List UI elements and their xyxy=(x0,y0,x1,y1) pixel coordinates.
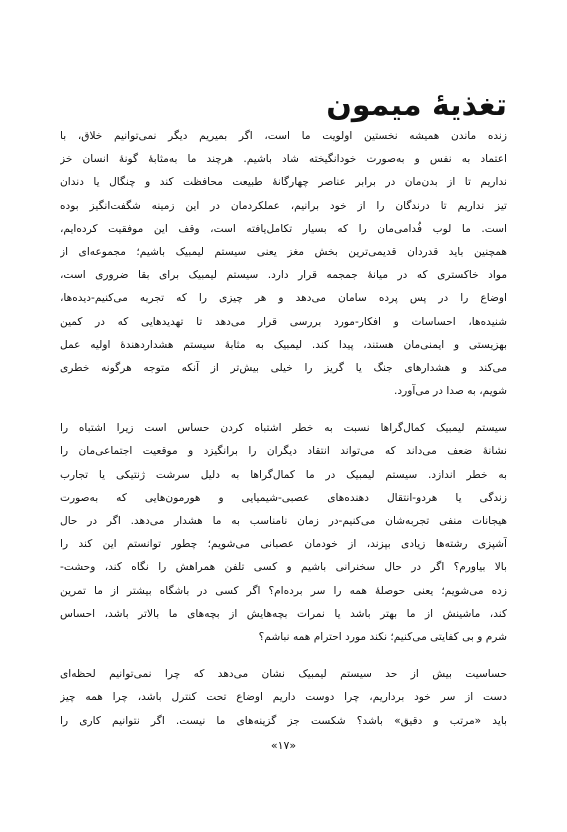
text-line: شرم و بی کفایتی می‌کنیم؛ نکند مورد احترام همه نباشم؟ xyxy=(258,630,507,643)
text-line: زنده ماندن همیشه نخستین اولویت ما است، اگر بمیریم دیگر نمی‌توانیم خلاق، با xyxy=(60,130,507,142)
text-line: می‌کند و هشدارهای جنگ یا گریز را خیلی بیش‌تر از آنکه متوجه هرگونه خطری xyxy=(60,361,507,374)
text-line: دست از سر خود برداریم، چرا دوست داریم اوضاع تحت کنترل باشد، چرا همه چیز xyxy=(60,691,507,704)
text-line: همچنین باید قدردان قدیمی‌ترین بخش مغز یعنی سیستم لیمبیک باشیم؛ مجموعه‌ای از xyxy=(60,245,507,258)
text-line: مواد خاکستری که در میانهٔ جمجمه قرار دارد. سیستم لیمبیک برای بقا ضروری است، xyxy=(60,269,507,282)
text-line: شنیده‌ها، احساسات و افکار-مورد بررسی قرار می‌دهد تا تهدیدهایی که در کمین xyxy=(60,315,507,328)
paragraph-2 xyxy=(60,417,507,649)
text-line: بالا بیاورم؟ اگر در حال سخنرانی باشیم و کسی تلفن همراهش را نگاه کند، وحشت- xyxy=(60,561,507,574)
text-line: باید «مرتب و دقیق» باشد؟ شکست جز گزینه‌های ما نیست. اگر نتوانیم کاری را xyxy=(60,714,507,727)
text-line: زده می‌شویم؛ یعنی حوصلهٔ همه را سر برده‌ام؟ اگر کسی در باشگاه بیشتر از ما تمرین xyxy=(60,584,507,597)
text-line: حساسیت بیش از حد سیستم لیمبیک نشان می‌دهد که چرا نمی‌توانیم لحظه‌ای xyxy=(60,668,507,681)
text-line: اوضاع را در پس پرده سامان می‌دهد و هر چیزی را که تجربه می‌کنیم-دیده‌ها، xyxy=(60,292,507,305)
text-line: کند، ماشینش از ما بهتر باشد یا نمرات بچه‌هایش از بچه‌های ما بالاتر باشد، احساس xyxy=(60,607,507,620)
text-line: آشپزی رشته‌ها زیادی بپزند، از خودمان عصبانی می‌شویم؛ چطور توانستم این کند را xyxy=(60,538,507,551)
text-line: نشانهٔ ضعف می‌داند که می‌تواند انتقاد دیگران را برانگیزد و موقعیت اجتماعی‌مان را xyxy=(60,445,507,458)
paragraph-3 xyxy=(60,663,507,733)
text-line: اعتماد به نفس و به‌صورت خودانگیخته شاد باشیم. هرچند ما به‌مثابهٔ گونهٔ انسان خز xyxy=(60,153,507,166)
text-line: به خطر اندازد. سیستم لیمبیک در ما کمال‌گراها به دلیل سرشت ژنتیکی یا تجارب xyxy=(60,468,507,481)
paragraph-1 xyxy=(60,125,507,403)
text-line: نداریم تا از بدن‌مان در برابر عناصر چهارگانهٔ طبیعت محافظت کند و چنگال یا دندان xyxy=(60,176,507,189)
text-line: بهزیستی و ایمنی‌مان هستند، پیدا کند. لیمبیک به مثابهٔ سیستم هشداردهندهٔ اولیه عمل xyxy=(60,338,507,351)
text-line: است. ما لوب فُدامی‌مان را که بسیار تکامل‌یافته است، وقف این موفقیت کرده‌ایم، xyxy=(60,222,507,235)
text-line: سیستم لیمبیک کمال‌گراها نسبت به خطر اشتباه کردن حساس است زیرا اشتباه را xyxy=(60,422,507,435)
text-line: زندگی یا هردو-انتقال دهنده‌های عصبی-شیمیایی و هورمون‌هایی که به‌صورت xyxy=(60,491,507,504)
text-line: شویم، به صدا در می‌آورد. xyxy=(394,385,507,398)
page-number: «۱۷» xyxy=(270,739,297,752)
body-text xyxy=(60,125,507,733)
chapter-title: تغذیهٔ میمون xyxy=(326,88,507,124)
text-line: هیجانات منفی تجربه‌شان می‌کنیم-در زمان نامناسب به ما هشدار می‌دهد. اگر در حال xyxy=(60,515,507,527)
text-line: تیز نداریم تا درندگان را از خود برانیم، عملکردمان در این زمینه شگفت‌انگیز بوده xyxy=(60,199,507,212)
